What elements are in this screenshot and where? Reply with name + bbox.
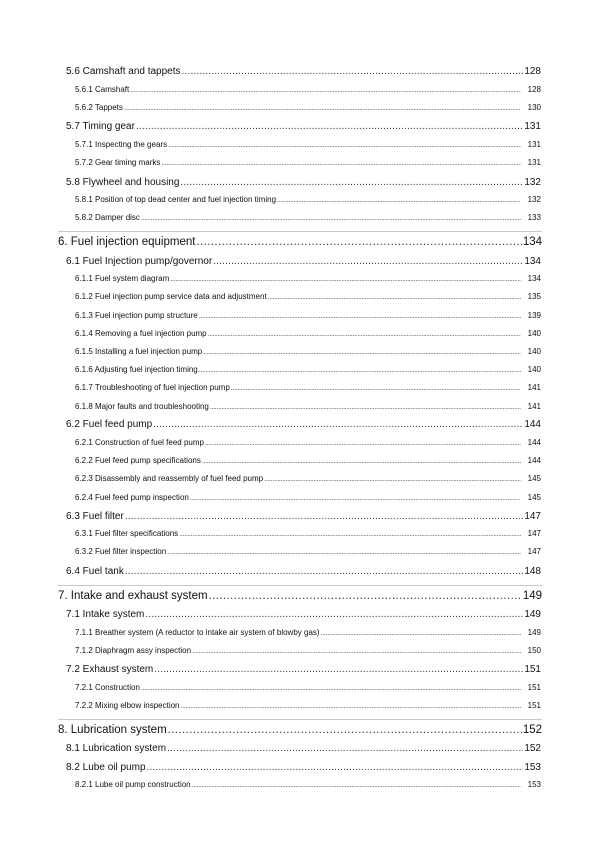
dot-leader bbox=[154, 664, 523, 675]
dot-leader bbox=[209, 590, 522, 602]
dot-leader bbox=[203, 349, 520, 356]
toc-entry-page-number: 150 bbox=[527, 646, 541, 655]
toc-entry-page-number: 132 bbox=[524, 177, 541, 188]
toc-entry-level-3[interactable] bbox=[75, 493, 541, 502]
dot-leader bbox=[124, 105, 521, 112]
toc-entry-page-number: 147 bbox=[527, 529, 541, 538]
toc-entry-level-3[interactable] bbox=[75, 529, 541, 538]
toc-entry-page-number: 151 bbox=[527, 683, 541, 692]
dot-leader bbox=[136, 121, 523, 132]
dot-leader bbox=[141, 215, 521, 222]
toc-entry-title: 6.2.1 Construction of fuel feed pump bbox=[75, 438, 204, 447]
toc-entry-page-number: 149 bbox=[522, 590, 542, 602]
toc-entry-title: 7.2.2 Mixing elbow inspection bbox=[75, 701, 180, 710]
toc-entry-page-number: 149 bbox=[524, 609, 541, 620]
toc-entry-level-3[interactable] bbox=[75, 103, 541, 112]
toc-entry-level-3[interactable] bbox=[75, 195, 541, 204]
toc-entry-level-3[interactable] bbox=[75, 383, 541, 392]
toc-entry-title: 6.1 Fuel Injection pump/governor bbox=[66, 256, 213, 267]
toc-entry-title: 6.1.4 Removing a fuel injection pump bbox=[75, 329, 207, 338]
toc-entry-page-number: 133 bbox=[527, 213, 541, 222]
toc-entry-title: 5.6.2 Tappets bbox=[75, 103, 123, 112]
toc-entry-page-number: 134 bbox=[524, 256, 541, 267]
dot-leader bbox=[199, 367, 521, 374]
toc-entry-title: 7. Intake and exhaust system bbox=[58, 590, 208, 602]
toc-entry-level-3[interactable] bbox=[75, 402, 541, 411]
toc-entry-page-number: 140 bbox=[527, 365, 541, 374]
dot-leader bbox=[192, 782, 521, 789]
toc-entry-level-3[interactable] bbox=[75, 547, 541, 556]
toc-entry-page-number: 141 bbox=[527, 402, 541, 411]
dot-leader bbox=[167, 549, 520, 556]
dot-leader bbox=[125, 511, 524, 522]
toc-entry-page-number: 153 bbox=[527, 780, 541, 789]
dot-leader bbox=[145, 609, 523, 620]
toc-entry-page-number: 130 bbox=[527, 103, 541, 112]
toc-entry-page-number: 131 bbox=[527, 140, 541, 149]
toc-entry-page-number: 151 bbox=[524, 664, 541, 675]
toc-entry-title: 7.1.1 Breather system (A reductor to intake air system of blowby gas) bbox=[75, 628, 320, 637]
toc-entry-page-number: 145 bbox=[527, 474, 541, 483]
section-divider bbox=[58, 585, 542, 586]
toc-entry-level-3[interactable] bbox=[75, 158, 541, 167]
toc-entry-level-2[interactable] bbox=[66, 609, 541, 620]
toc-entry-title: 6.1.1 Fuel system diagram bbox=[75, 274, 170, 283]
toc-entry-title: 6.3 Fuel filter bbox=[66, 511, 124, 522]
dot-leader bbox=[167, 743, 523, 754]
toc-entry-title: 6. Fuel injection equipment bbox=[58, 236, 196, 248]
dot-leader bbox=[147, 762, 524, 773]
toc-entry-level-1[interactable] bbox=[58, 590, 542, 602]
toc-entry-level-3[interactable] bbox=[75, 365, 541, 374]
toc-entry-level-3[interactable] bbox=[75, 311, 541, 320]
toc-entry-level-3[interactable] bbox=[75, 474, 541, 483]
toc-entry-title: 6.4 Fuel tank bbox=[66, 566, 124, 577]
dot-leader bbox=[202, 458, 521, 465]
dot-leader bbox=[141, 685, 521, 692]
toc-entry-level-1[interactable] bbox=[58, 724, 542, 736]
toc-entry-title: 5.8 Flywheel and housing bbox=[66, 177, 180, 188]
dot-leader bbox=[125, 566, 524, 577]
toc-entry-level-2[interactable] bbox=[66, 511, 541, 522]
dot-leader bbox=[268, 294, 521, 301]
toc-entry-page-number: 140 bbox=[527, 347, 541, 356]
toc-entry-level-2[interactable] bbox=[66, 419, 541, 430]
toc-entry-title: 6.2.3 Disassembly and reassembly of fuel feed pump bbox=[75, 474, 264, 483]
toc-entry-level-3[interactable] bbox=[75, 456, 541, 465]
dot-leader bbox=[182, 66, 524, 77]
toc-entry-page-number: 152 bbox=[524, 743, 541, 754]
toc-entry-title: 6.2 Fuel feed pump bbox=[66, 419, 153, 430]
toc-entry-page-number: 134 bbox=[522, 236, 542, 248]
toc-entry-title: 5.7 Timing gear bbox=[66, 121, 135, 132]
toc-entry-title: 5.6 Camshaft and tappets bbox=[66, 66, 181, 77]
dot-leader bbox=[208, 331, 521, 338]
dot-leader bbox=[170, 276, 520, 283]
toc-entry-level-3[interactable] bbox=[75, 628, 541, 637]
toc-entry-title: 6.2.4 Fuel feed pump inspection bbox=[75, 493, 189, 502]
toc-entry-title: 6.1.7 Troubleshooting of fuel injection pump bbox=[75, 383, 230, 392]
dot-leader bbox=[231, 385, 521, 392]
toc-entry-page-number: 144 bbox=[527, 438, 541, 447]
toc-entry-level-3[interactable] bbox=[75, 85, 541, 94]
toc-entry-title: 6.1.5 Installing a fuel injection pump bbox=[75, 347, 203, 356]
toc-entry-level-1[interactable] bbox=[58, 236, 542, 248]
dot-leader bbox=[190, 495, 521, 502]
toc-entry-page-number: 128 bbox=[527, 85, 541, 94]
dot-leader bbox=[168, 142, 521, 149]
toc-entry-level-2[interactable] bbox=[66, 762, 541, 773]
toc-entry-title: 7.1 Intake system bbox=[66, 609, 145, 620]
toc-entry-page-number: 131 bbox=[527, 158, 541, 167]
toc-entry-level-3[interactable] bbox=[75, 438, 541, 447]
dot-leader bbox=[179, 531, 520, 538]
toc-entry-level-3[interactable] bbox=[75, 646, 541, 655]
toc-entry-title: 5.7.2 Gear timing marks bbox=[75, 158, 161, 167]
toc-entry-page-number: 132 bbox=[527, 195, 541, 204]
toc-entry-title: 7.2 Exhaust system bbox=[66, 664, 154, 675]
dot-leader bbox=[321, 630, 521, 637]
toc-entry-page-number: 139 bbox=[527, 311, 541, 320]
toc-entry-title: 6.1.6 Adjusting fuel injection timing bbox=[75, 365, 198, 374]
section-divider bbox=[58, 231, 542, 232]
toc-entry-page-number: 148 bbox=[524, 566, 541, 577]
dot-leader bbox=[180, 177, 523, 188]
toc-entry-level-2[interactable] bbox=[66, 66, 541, 77]
dot-leader bbox=[168, 724, 522, 736]
toc-entry-level-2[interactable] bbox=[66, 743, 541, 754]
toc-entry-title: 5.8.2 Damper disc bbox=[75, 213, 140, 222]
toc-entry-level-3[interactable] bbox=[75, 274, 541, 283]
toc-entry-page-number: 140 bbox=[527, 329, 541, 338]
toc-entry-page-number: 135 bbox=[527, 292, 541, 301]
toc-entry-level-3[interactable] bbox=[75, 329, 541, 338]
toc-entry-page-number: 128 bbox=[524, 66, 541, 77]
toc-entry-title: 5.8.1 Position of top dead center and fuel injection timing bbox=[75, 195, 277, 204]
toc-entry-title: 6.1.3 Fuel injection pump structure bbox=[75, 311, 198, 320]
dot-leader bbox=[153, 419, 523, 430]
toc-entry-level-3[interactable] bbox=[75, 347, 541, 356]
toc-entry-title: 8.2.1 Lube oil pump construction bbox=[75, 780, 191, 789]
toc-entry-title: 6.3.1 Fuel filter specifications bbox=[75, 529, 179, 538]
toc-entry-level-3[interactable] bbox=[75, 683, 541, 692]
toc-entry-page-number: 145 bbox=[527, 493, 541, 502]
toc-entry-title: 5.7.1 Inspecting the gears bbox=[75, 140, 168, 149]
section-divider bbox=[58, 719, 542, 720]
dot-leader bbox=[213, 256, 523, 267]
toc-entry-page-number: 152 bbox=[522, 724, 542, 736]
toc-entry-page-number: 144 bbox=[527, 456, 541, 465]
toc-entry-level-2[interactable] bbox=[66, 664, 541, 675]
toc-entry-level-3[interactable] bbox=[75, 701, 541, 710]
toc-entry-title: 7.1.2 Diaphragm assy inspection bbox=[75, 646, 192, 655]
toc-entry-title: 8.1 Lubrication system bbox=[66, 743, 167, 754]
toc-entry-page-number: 147 bbox=[524, 511, 541, 522]
toc-entry-page-number: 147 bbox=[527, 547, 541, 556]
dot-leader bbox=[161, 160, 520, 167]
toc-entry-page-number: 149 bbox=[527, 628, 541, 637]
toc-entry-title: 5.6.1 Camshaft bbox=[75, 85, 130, 94]
toc-entry-title: 8. Lubrication system bbox=[58, 724, 167, 736]
dot-leader bbox=[205, 440, 521, 447]
toc-entry-title: 7.2.1 Construction bbox=[75, 683, 140, 692]
dot-leader bbox=[181, 703, 521, 710]
toc-entry-page-number: 131 bbox=[524, 121, 541, 132]
toc-entry-level-3[interactable] bbox=[75, 780, 541, 789]
toc-entry-page-number: 153 bbox=[524, 762, 541, 773]
dot-leader bbox=[210, 404, 521, 411]
toc-entry-page-number: 141 bbox=[527, 383, 541, 392]
toc-entry-title: 6.1.2 Fuel injection pump service data and adjustment bbox=[75, 292, 267, 301]
dot-leader bbox=[264, 476, 521, 483]
toc-entry-page-number: 134 bbox=[527, 274, 541, 283]
toc-entry-level-3[interactable] bbox=[75, 292, 541, 301]
toc-entry-title: 6.2.2 Fuel feed pump specifications bbox=[75, 456, 201, 465]
toc-entry-level-3[interactable] bbox=[75, 140, 541, 149]
toc-entry-level-2[interactable] bbox=[66, 566, 541, 577]
toc-entry-level-3[interactable] bbox=[75, 213, 541, 222]
toc-entry-page-number: 144 bbox=[524, 419, 541, 430]
toc-entry-level-2[interactable] bbox=[66, 256, 541, 267]
toc-entry-title: 6.3.2 Fuel filter inspection bbox=[75, 547, 167, 556]
toc-entry-page-number: 151 bbox=[527, 701, 541, 710]
dot-leader bbox=[130, 87, 520, 94]
dot-leader bbox=[192, 648, 521, 655]
dot-leader bbox=[199, 313, 521, 320]
toc-entry-level-2[interactable] bbox=[66, 121, 541, 132]
toc-entry-title: 6.1.8 Major faults and troubleshooting bbox=[75, 402, 209, 411]
dot-leader bbox=[277, 197, 521, 204]
dot-leader bbox=[196, 236, 521, 248]
toc-entry-level-2[interactable] bbox=[66, 177, 541, 188]
toc-entry-title: 8.2 Lube oil pump bbox=[66, 762, 146, 773]
